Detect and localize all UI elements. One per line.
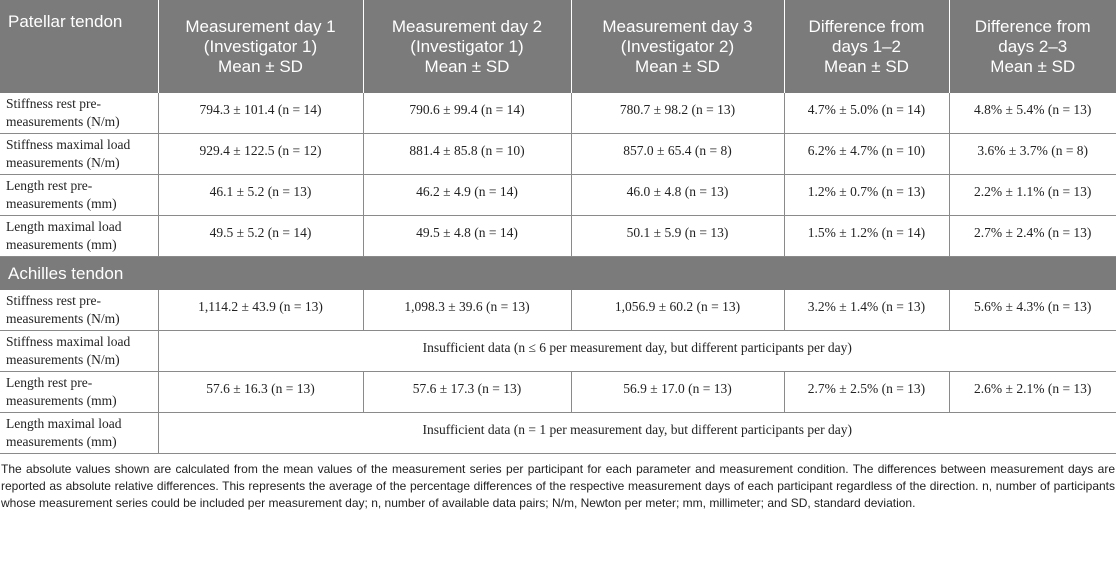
table-row bbox=[0, 216, 1116, 257]
cell-day2: 49.5 ± 4.8 (n = 14) bbox=[363, 216, 571, 257]
cell-day3: 780.7 ± 98.2 (n = 13) bbox=[571, 93, 784, 134]
cell-day3: 56.9 ± 17.0 (n = 13) bbox=[571, 372, 784, 413]
header-patellar-tendon: Patellar tendon bbox=[0, 0, 158, 93]
row-label: Stiffness rest pre-measurements (N/m) bbox=[0, 290, 158, 331]
row-label: Stiffness rest pre-measurements (N/m) bbox=[0, 93, 158, 134]
cell-day1: 929.4 ± 122.5 (n = 12) bbox=[158, 134, 363, 175]
header-day2: Measurement day 2 (Investigator 1) Mean ± SD bbox=[363, 0, 571, 93]
header-day1: Measurement day 1 (Investigator 1) Mean ± SD bbox=[158, 0, 363, 93]
cell-insufficient-data: Insufficient data (n ≤ 6 per measurement day, but different participants per day) bbox=[158, 331, 1116, 372]
cell-day2: 1,098.3 ± 39.6 (n = 13) bbox=[363, 290, 571, 331]
cell-diff23: 5.6% ± 4.3% (n = 13) bbox=[949, 290, 1116, 331]
cell-insufficient-data: Insufficient data (n = 1 per measurement day, but different participants per day) bbox=[158, 413, 1116, 454]
cell-day3: 50.1 ± 5.9 (n = 13) bbox=[571, 216, 784, 257]
table-row bbox=[0, 175, 1116, 216]
cell-diff12: 1.5% ± 1.2% (n = 14) bbox=[784, 216, 949, 257]
table-row bbox=[0, 331, 1116, 372]
table-row bbox=[0, 413, 1116, 454]
row-label: Length maximal load measurements (mm) bbox=[0, 216, 158, 257]
header-diff12: Difference from days 1–2 Mean ± SD bbox=[784, 0, 949, 93]
cell-diff23: 2.6% ± 2.1% (n = 13) bbox=[949, 372, 1116, 413]
header-diff23: Difference from days 2–3 Mean ± SD bbox=[949, 0, 1116, 93]
cell-day1: 49.5 ± 5.2 (n = 14) bbox=[158, 216, 363, 257]
cell-day2: 46.2 ± 4.9 (n = 14) bbox=[363, 175, 571, 216]
header-row bbox=[0, 0, 1116, 93]
cell-day1: 57.6 ± 16.3 (n = 13) bbox=[158, 372, 363, 413]
cell-day1: 794.3 ± 101.4 (n = 14) bbox=[158, 93, 363, 134]
cell-diff12: 6.2% ± 4.7% (n = 10) bbox=[784, 134, 949, 175]
table-row bbox=[0, 290, 1116, 331]
cell-diff23: 4.8% ± 5.4% (n = 13) bbox=[949, 93, 1116, 134]
cell-day2: 790.6 ± 99.4 (n = 14) bbox=[363, 93, 571, 134]
table-row bbox=[0, 93, 1116, 134]
row-label: Stiffness maximal load measurements (N/m) bbox=[0, 134, 158, 175]
header-day3: Measurement day 3 (Investigator 2) Mean ± SD bbox=[571, 0, 784, 93]
cell-day3: 857.0 ± 65.4 (n = 8) bbox=[571, 134, 784, 175]
row-label: Stiffness maximal load measurements (N/m) bbox=[0, 331, 158, 372]
cell-day3: 46.0 ± 4.8 (n = 13) bbox=[571, 175, 784, 216]
cell-diff12: 1.2% ± 0.7% (n = 13) bbox=[784, 175, 949, 216]
cell-day2: 57.6 ± 17.3 (n = 13) bbox=[363, 372, 571, 413]
cell-diff12: 3.2% ± 1.4% (n = 13) bbox=[784, 290, 949, 331]
row-label: Length maximal load measurements (mm) bbox=[0, 413, 158, 454]
cell-day1: 46.1 ± 5.2 (n = 13) bbox=[158, 175, 363, 216]
row-label: Length rest pre-measurements (mm) bbox=[0, 175, 158, 216]
section-header-achilles bbox=[0, 257, 1116, 291]
cell-day2: 881.4 ± 85.8 (n = 10) bbox=[363, 134, 571, 175]
cell-diff12: 2.7% ± 2.5% (n = 13) bbox=[784, 372, 949, 413]
row-label: Length rest pre-measurements (mm) bbox=[0, 372, 158, 413]
table-row bbox=[0, 134, 1116, 175]
cell-day1: 1,114.2 ± 43.9 (n = 13) bbox=[158, 290, 363, 331]
table-row bbox=[0, 372, 1116, 413]
cell-day3: 1,056.9 ± 60.2 (n = 13) bbox=[571, 290, 784, 331]
cell-diff23: 2.7% ± 2.4% (n = 13) bbox=[949, 216, 1116, 257]
cell-diff23: 3.6% ± 3.7% (n = 8) bbox=[949, 134, 1116, 175]
cell-diff12: 4.7% ± 5.0% (n = 14) bbox=[784, 93, 949, 134]
section-title: Achilles tendon bbox=[0, 257, 1116, 291]
table-footnote: The absolute values shown are calculated from the mean values of the measurement series per participant for each parameter and measurement condition. The differences between measurement days are reported as absolute relative differences. This represents the average of the percentage differences of the respective measurement days of each participant regardless of the direction. n, number of participants whose measurement series could be included per measurement day; n, number of available data pairs; N/m, Newton per meter; mm, millimeter; and SD, standard deviation. bbox=[1, 462, 1115, 510]
cell-diff23: 2.2% ± 1.1% (n = 13) bbox=[949, 175, 1116, 216]
